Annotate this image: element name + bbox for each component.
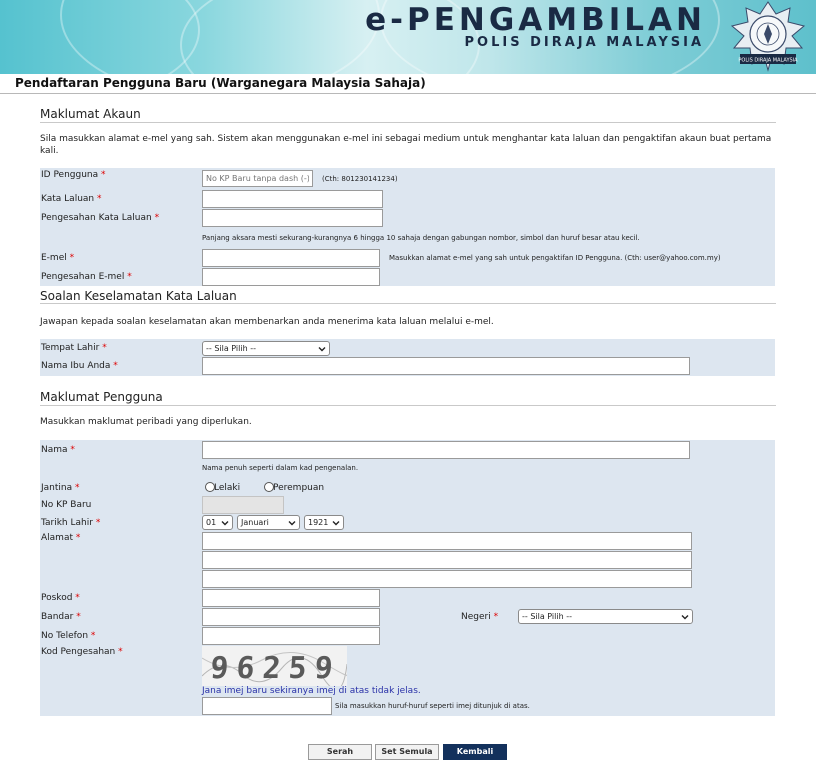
header-banner — [0, 0, 816, 74]
site-subtitle: POLIS DIRAJA MALAYSIA — [464, 35, 704, 50]
password-hint: Panjang aksara mesti sekurang-kurangnya 6 hingga 10 sahaja dengan gabungan nombor, simbol dan huruf besar atau kecil. — [202, 234, 640, 242]
chevron-down-icon — [221, 519, 229, 527]
chevron-down-icon — [288, 519, 296, 527]
police-crest-icon — [728, 0, 808, 72]
phone-input[interactable] — [202, 627, 380, 645]
birthplace-label: Tempat Lahir * — [41, 343, 107, 353]
section-title-keselamatan: Soalan Keselamatan Kata Laluan — [40, 289, 237, 303]
page-title: Pendaftaran Pengguna Baru (Warganegara Malaysia Sahaja) — [15, 76, 426, 90]
email-confirm-input[interactable] — [202, 268, 380, 286]
header-divider — [0, 93, 816, 94]
state-label: Negeri * — [461, 612, 499, 622]
section-divider — [40, 122, 776, 123]
section-divider — [40, 405, 776, 406]
state-select[interactable]: -- Sila Pilih -- — [518, 609, 693, 624]
dob-day-select[interactable]: 01 — [202, 515, 233, 530]
email-input[interactable] — [202, 249, 380, 267]
ic-label: No KP Baru — [41, 500, 92, 510]
site-title: e-PENGAMBILAN — [365, 2, 706, 38]
keselamatan-intro: Jawapan kepada soalan keselamatan akan membenarkan anda menerima kata laluan melalui e-mel. — [40, 317, 494, 327]
dob-year-select[interactable]: 1921 — [304, 515, 344, 530]
gender-option-perempuan: Perempuan — [273, 483, 325, 493]
submit-button[interactable]: Serah — [308, 744, 372, 760]
address-line-2-input[interactable] — [202, 551, 692, 569]
akaun-panel — [40, 168, 775, 286]
captcha-input[interactable] — [202, 697, 332, 715]
crest-text: POLIS DIRAJA MALAYSIA — [738, 57, 798, 64]
captcha-hint: Sila masukkan huruf-huruf seperti imej ditunjuk di atas. — [335, 702, 530, 710]
email-confirm-label: Pengesahan E-mel * — [41, 272, 132, 282]
captcha-image — [202, 646, 347, 686]
pengguna-intro: Masukkan maklumat peribadi yang diperlukan. — [40, 417, 252, 427]
gender-option-lelaki: Lelaki — [214, 483, 241, 493]
captcha-text: 96259 — [209, 651, 342, 686]
reset-button[interactable]: Set Semula — [375, 744, 439, 760]
akaun-intro: Sila masukkan alamat e-mel yang sah. Sistem akan menggunakan e-mel ini sebagai medium untuk menghantar kata laluan dan pengaktifan akaun buat pertama kali. — [40, 134, 772, 156]
postcode-input[interactable] — [202, 589, 380, 607]
chevron-down-icon — [681, 613, 689, 621]
birthplace-select[interactable]: -- Sila Pilih -- — [202, 341, 330, 356]
id-hint: (Cth: 801230141234) — [322, 175, 398, 183]
postcode-label: Poskod * — [41, 593, 80, 603]
password-confirm-label: Pengesahan Kata Laluan * — [41, 213, 160, 223]
dob-label: Tarikh Lahir * — [41, 518, 101, 528]
back-button[interactable]: Kembali — [443, 744, 507, 760]
name-label: Nama * — [41, 445, 75, 455]
address-line-3-input[interactable] — [202, 570, 692, 588]
ic-input — [202, 496, 284, 514]
email-label: E-mel * — [41, 253, 75, 263]
city-label: Bandar * — [41, 612, 81, 622]
chevron-down-icon — [332, 519, 340, 527]
section-divider — [40, 303, 776, 304]
email-hint: Masukkan alamat e-mel yang sah untuk pengaktifan ID Pengguna. (Cth: user@yahoo.com.my) — [389, 254, 721, 262]
mother-name-input[interactable] — [202, 357, 690, 375]
gender-label: Jantina * — [41, 483, 80, 493]
password-input[interactable] — [202, 190, 383, 208]
password-label: Kata Laluan * — [41, 194, 102, 204]
captcha-refresh-link[interactable]: Jana imej baru sekiranya imej di atas tidak jelas. — [202, 686, 421, 696]
password-confirm-input[interactable] — [202, 209, 383, 227]
id-input[interactable] — [202, 170, 313, 187]
dob-month-select[interactable]: Januari — [237, 515, 300, 530]
id-label: ID Pengguna * — [41, 170, 106, 180]
phone-label: No Telefon * — [41, 631, 96, 641]
mother-label: Nama Ibu Anda * — [41, 361, 118, 371]
city-input[interactable] — [202, 608, 380, 626]
section-title-akaun: Maklumat Akaun — [40, 107, 141, 121]
section-title-pengguna: Maklumat Pengguna — [40, 390, 163, 404]
address-label: Alamat * — [41, 533, 81, 543]
address-line-1-input[interactable] — [202, 532, 692, 550]
chevron-down-icon — [318, 345, 326, 353]
name-input[interactable] — [202, 441, 690, 459]
name-hint: Nama penuh seperti dalam kad pengenalan. — [202, 464, 359, 472]
captcha-label: Kod Pengesahan * — [41, 647, 123, 657]
